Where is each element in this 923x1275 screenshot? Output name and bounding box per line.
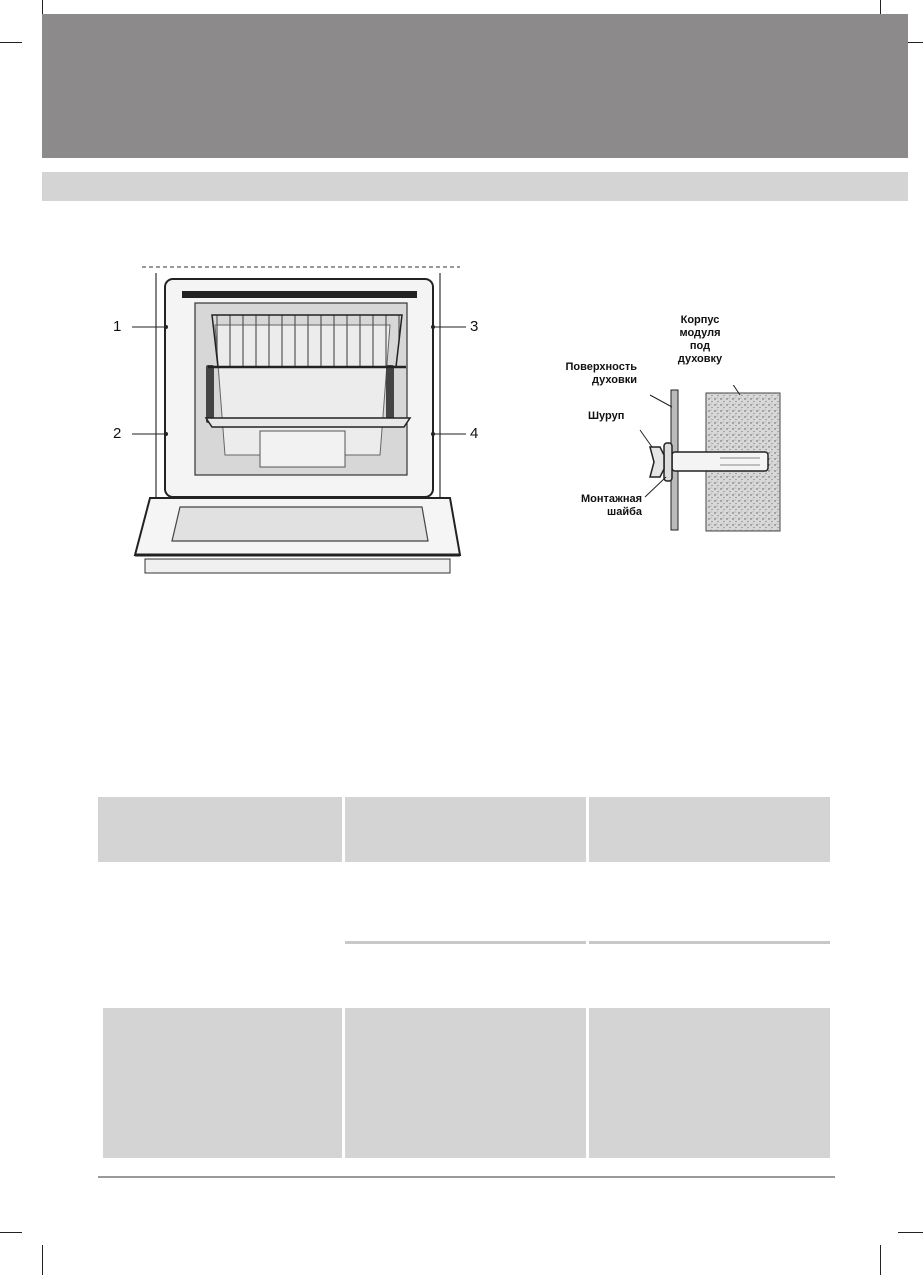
crop-mark xyxy=(42,1245,43,1275)
oven-surface-label: Поверхность духовки xyxy=(565,361,637,386)
table-divider xyxy=(345,941,586,944)
table-cell xyxy=(345,1008,586,1158)
callout-2: 2 xyxy=(113,425,122,442)
crop-mark xyxy=(880,1245,881,1275)
header-band xyxy=(42,14,908,158)
washer-label: Монтажная шайба xyxy=(580,493,642,518)
table-header-cell xyxy=(98,797,342,862)
section-band xyxy=(42,172,908,201)
oven-illustration xyxy=(120,255,480,580)
callout-1: 1 xyxy=(113,318,122,335)
table-header-cell xyxy=(589,797,830,862)
callout-4: 4 xyxy=(470,425,479,442)
callout-3: 3 xyxy=(470,318,479,335)
crop-mark xyxy=(0,1232,22,1233)
table-cell xyxy=(589,1008,830,1158)
cabinet-label: Корпус модуля под духовку xyxy=(677,314,723,365)
table-cell xyxy=(103,1008,342,1158)
footer-rule xyxy=(98,1176,835,1178)
screw-mounting-illustration xyxy=(630,385,790,535)
crop-mark xyxy=(0,42,22,43)
screw-label: Шуруп xyxy=(588,410,625,422)
table-divider xyxy=(589,941,830,944)
crop-mark xyxy=(898,1232,923,1233)
table-header-cell xyxy=(345,797,586,862)
